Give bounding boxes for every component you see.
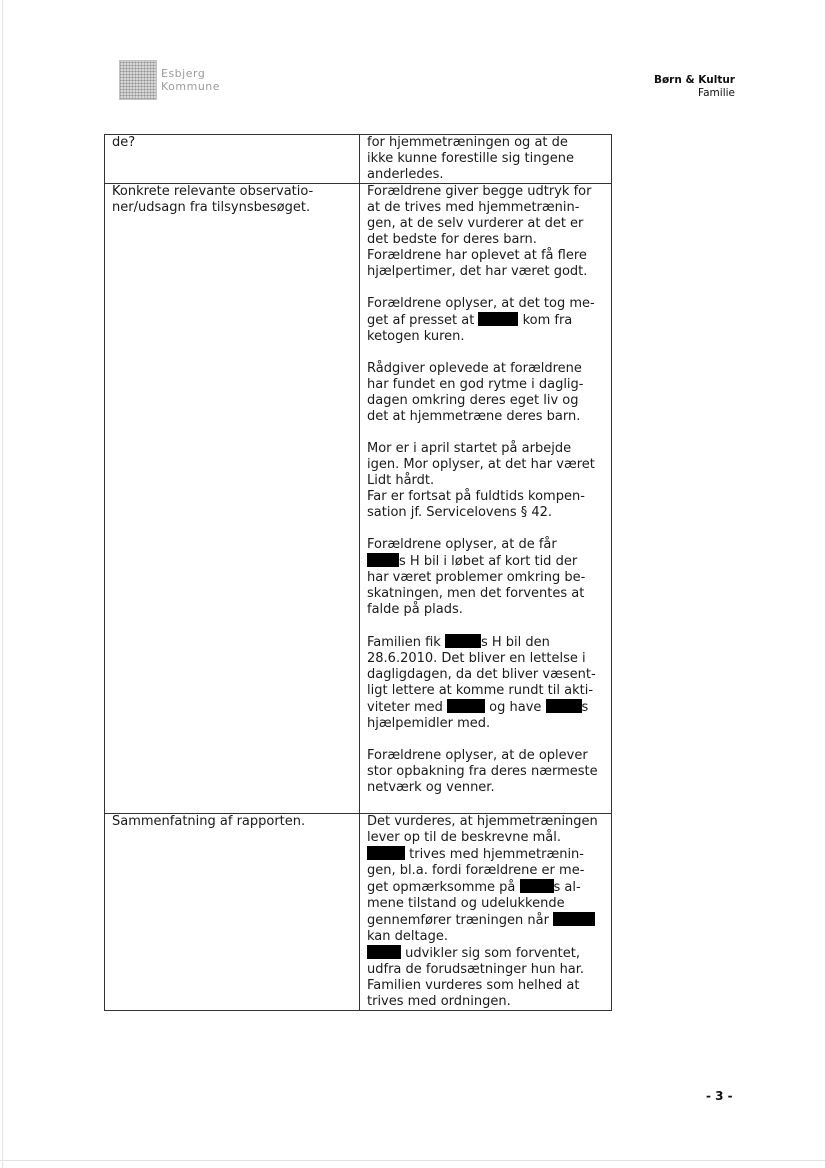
text-line: gen, at de selv vurderer at det er bbox=[367, 216, 584, 231]
text-line: kan deltage. bbox=[367, 929, 448, 944]
subdepartment-name: Familie bbox=[698, 87, 735, 99]
text-line: Rådgiver oplevede at forældrene bbox=[367, 361, 582, 376]
redaction-bar bbox=[367, 846, 405, 860]
table-row bbox=[105, 814, 612, 1011]
label-line: Sammenfatning af rapporten. bbox=[112, 814, 306, 829]
text-line: falde på plads. bbox=[367, 602, 463, 617]
text-line: Det vurderes, at hjemmetræningen bbox=[367, 814, 598, 829]
text-line: skatningen, men det forventes at bbox=[367, 586, 585, 601]
text-line: trives med ordningen. bbox=[367, 994, 511, 1009]
redaction-bar bbox=[367, 553, 399, 567]
text-line: ikke kunne forestille sig tingene bbox=[367, 151, 574, 166]
text-line: Forældrene har oplevet at få flere bbox=[367, 248, 587, 263]
content-paragraph bbox=[367, 814, 608, 1010]
text-line: viteter med og have s bbox=[367, 700, 589, 715]
scan-edge-bottom bbox=[0, 1160, 825, 1161]
text-line: Forældrene oplyser, at det tog me- bbox=[367, 296, 595, 311]
text-line: Forældrene oplyser, at de oplever bbox=[367, 748, 588, 763]
text-line: dagen omkring deres eget liv og bbox=[367, 393, 579, 408]
text-line: ketogen kuren. bbox=[367, 329, 465, 344]
redaction-bar bbox=[553, 912, 595, 926]
page-number: - 3 - bbox=[706, 1089, 733, 1103]
municipality-logo bbox=[119, 60, 223, 100]
text-line: hjælpemidler med. bbox=[367, 716, 491, 731]
text-line: Mor er i april startet på arbejde bbox=[367, 441, 572, 456]
text-line: udvikler sig som forventet, bbox=[367, 945, 608, 962]
text-line: 28.6.2010. Det bliver en lettelse i bbox=[367, 651, 586, 666]
content-paragraph bbox=[367, 361, 608, 425]
text-line: netværk og venner. bbox=[367, 780, 495, 795]
text-line: gennemfører træningen når bbox=[367, 912, 608, 929]
redaction-bar bbox=[445, 634, 481, 648]
redaction-bar bbox=[367, 945, 401, 959]
row-label-cell bbox=[105, 135, 360, 184]
text-line: dagligdagen, da det bliver væsent- bbox=[367, 667, 596, 682]
content-paragraph bbox=[367, 634, 608, 732]
department-name: Børn & Kultur bbox=[653, 74, 735, 86]
text-line: sation jf. Servicelovens § 42. bbox=[367, 505, 553, 520]
content-paragraph bbox=[367, 441, 608, 521]
text-line: Familien fik s H bil den bbox=[367, 635, 550, 650]
coat-of-arms-icon bbox=[119, 60, 157, 100]
content-paragraph bbox=[367, 135, 608, 183]
label-line: Konkrete relevante observatio- bbox=[112, 184, 314, 199]
table-row bbox=[105, 184, 612, 814]
redaction-bar bbox=[478, 312, 518, 326]
text-line: s H bil i løbet af kort tid der bbox=[367, 553, 608, 570]
redaction-bar bbox=[546, 699, 582, 713]
text-line: igen. Mor oplyser, at det har været bbox=[367, 457, 595, 472]
text-line: at de trives med hjemmetrænin- bbox=[367, 200, 580, 215]
text-line: det at hjemmetræne deres barn. bbox=[367, 409, 581, 424]
content-paragraph bbox=[367, 184, 608, 280]
text-line: anderledes. bbox=[367, 167, 444, 182]
logo-wordmark: Esbjerg Kommune bbox=[161, 67, 221, 93]
text-line: hjælpertimer, det har været godt. bbox=[367, 264, 588, 279]
text-line: Forældrene giver begge udtryk for bbox=[367, 184, 592, 199]
content-paragraph bbox=[367, 537, 608, 618]
text-line: gen, bl.a. fordi forældrene er me- bbox=[367, 863, 585, 878]
text-line: get af presset at kom fra bbox=[367, 313, 573, 328]
text-line: for hjemmetræningen og at de bbox=[367, 135, 568, 150]
text-line: Familien vurderes som helhed at bbox=[367, 978, 580, 993]
text-line: har fundet en god rytme i daglig- bbox=[367, 377, 584, 392]
redaction-bar bbox=[447, 699, 485, 713]
scan-edge-left bbox=[2, 0, 3, 1168]
table-row bbox=[105, 135, 612, 184]
department-header bbox=[654, 74, 735, 100]
row-label-cell bbox=[105, 814, 360, 1011]
row-content-cell bbox=[360, 814, 612, 1011]
text-line: har været problemer omkring be- bbox=[367, 570, 586, 585]
row-content-cell bbox=[360, 135, 612, 184]
text-line: get opmærksomme på s al- bbox=[367, 880, 581, 895]
text-line: ligt lettere at komme rundt til akti- bbox=[367, 683, 594, 698]
text-line: det bedste for deres barn. bbox=[367, 232, 537, 247]
text-line: mene tilstand og udelukkende bbox=[367, 896, 565, 911]
text-line: Forældrene oplyser, at de får bbox=[367, 537, 557, 552]
content-paragraph bbox=[367, 296, 608, 345]
text-line: Far er fortsat på fuldtids kompen- bbox=[367, 489, 585, 504]
content-paragraph bbox=[367, 748, 608, 796]
text-line: Lidt hårdt. bbox=[367, 473, 435, 488]
report-table bbox=[104, 134, 612, 1011]
row-label-cell bbox=[105, 184, 360, 814]
text-line: trives med hjemmetrænin- bbox=[367, 846, 608, 863]
row-content-cell bbox=[360, 184, 612, 814]
text-line: udfra de forudsætninger hun har. bbox=[367, 962, 585, 977]
label-line: de? bbox=[112, 135, 136, 150]
label-line: ner/udsagn fra tilsynsbesøget. bbox=[112, 200, 311, 215]
text-line: lever op til de beskrevne mål. bbox=[367, 830, 561, 845]
text-line: stor opbakning fra deres nærmeste bbox=[367, 764, 598, 779]
redaction-bar bbox=[520, 879, 554, 893]
